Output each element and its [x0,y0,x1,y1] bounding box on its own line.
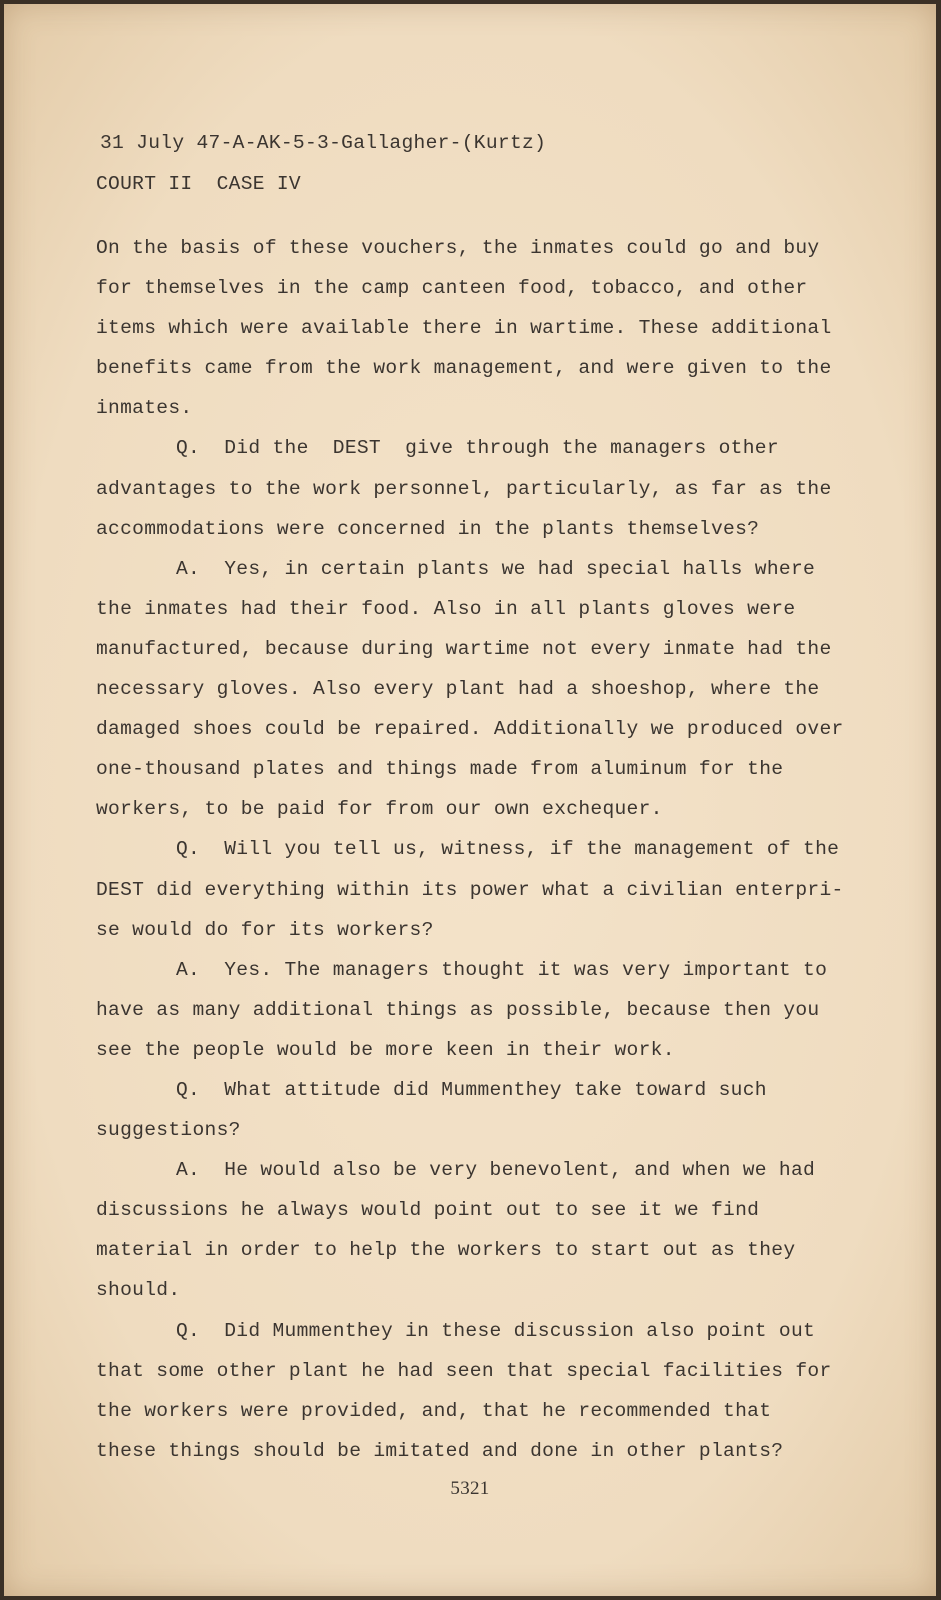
text-line: for themselves in the camp canteen food, tobacco, and other [96,277,808,300]
text-line: suggestions? [96,1119,241,1142]
paragraph [96,428,896,548]
paragraph [96,1311,896,1471]
text-line: Q. Did the DEST give through the managers other [176,437,779,460]
text-line: benefits came from the work management, and were given to the [96,357,832,380]
text-line: advantages to the work personnel, particularly, as far as the [96,477,832,500]
text-line: A. Yes, in certain plants we had special halls where [176,557,816,580]
text-line: Q. Will you tell us, witness, if the management of the [176,838,840,861]
text-line: A. Yes. The managers thought it was very important to [176,958,828,981]
text-line: necessary gloves. Also every plant had a shoeshop, where the [96,678,820,701]
text-line: that some other plant he had seen that special facilities for [96,1359,832,1382]
paragraph [96,1150,896,1310]
paragraph [96,950,896,1070]
text-line: A. He would also be very benevolent, and when we had [176,1159,816,1182]
paragraph [96,829,896,949]
text-line: se would do for its workers? [96,918,434,941]
transcript-reference-line: 31 July 47-A-AK-5-3-Gallagher-(Kurtz) [100,132,547,154]
text-line: inmates. [96,397,193,420]
text-line: workers, to be paid for from our own exchequer. [96,798,663,821]
text-line: have as many additional things as possible, because then you [96,998,820,1021]
text-line: On the basis of these vouchers, the inmates could go and buy [96,237,820,259]
text-line: Q. Did Mummenthey in these discussion also point out [176,1319,816,1342]
text-line: the workers were provided, and, that he recommended that [96,1399,772,1422]
text-line: damaged shoes could be repaired. Additionally we produced over [96,718,844,741]
text-line: manufactured, because during wartime not every inmate had the [96,637,832,660]
text-line: see the people would be more keen in their work. [96,1038,675,1061]
text-line: should. [96,1279,181,1302]
text-line: accommodations were concerned in the plants themselves? [96,517,760,540]
text-line: Q. What attitude did Mummenthey take toward such [176,1078,767,1101]
text-line: items which were available there in wartime. These additional [96,317,832,340]
text-line: the inmates had their food. Also in all plants gloves were [96,597,796,620]
paragraph [96,228,896,428]
document-page [4,4,936,1596]
text-line: DEST did everything within its power what a civilian enterpri- [96,878,844,901]
text-line: these things should be imitated and done in other plants? [96,1439,784,1462]
transcript-body [96,228,896,1471]
paragraph [96,1070,896,1150]
text-line: discussions he always would point out to see it we find [96,1199,760,1222]
page-number: 5321 [450,1478,490,1499]
text-line: material in order to help the workers to start out as they [96,1239,796,1262]
court-case-line: COURT II CASE IV [96,173,301,195]
paragraph [96,549,896,830]
text-line: one-thousand plates and things made from aluminum for the [96,758,784,781]
